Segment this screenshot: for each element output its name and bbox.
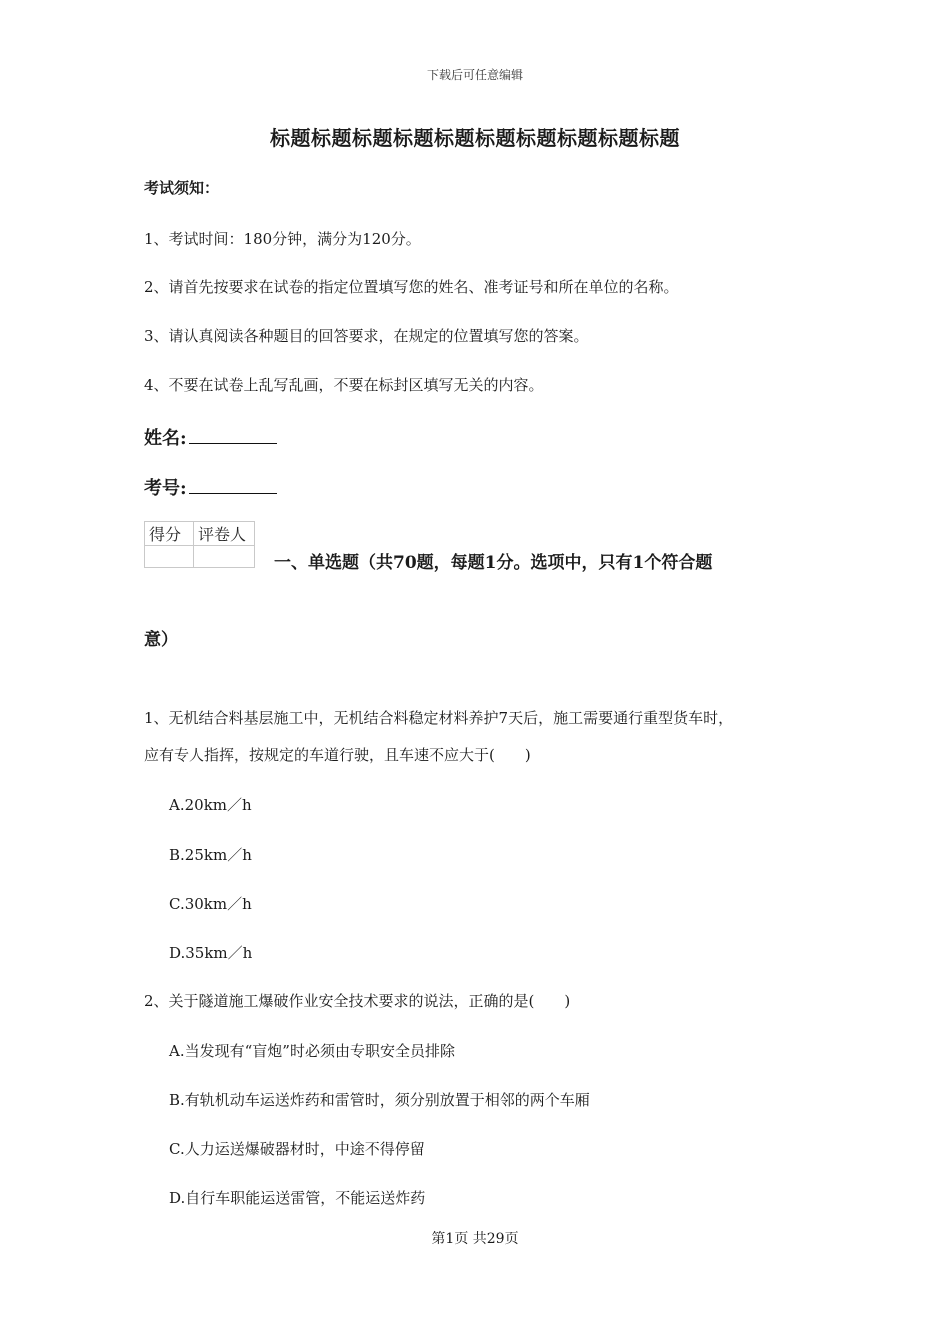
score-header: 得分 (145, 522, 194, 546)
notice-item: 2、请首先按要求在试卷的指定位置填写您的姓名、准考证号和所在单位的名称。 (144, 278, 679, 296)
question-option: D.35km／h (169, 944, 253, 962)
question-option: B.25km／h (169, 846, 252, 864)
question-text: 2、关于隧道施工爆破作业安全技术要求的说法，正确的是( ) (144, 992, 571, 1010)
question-text: 应有专人指挥，按规定的车道行驶，且车速不应大于( ) (144, 746, 531, 764)
notice-heading: 考试须知： (144, 179, 220, 197)
exam-id-field (144, 474, 277, 500)
header-note: 下载后可任意编辑 (426, 68, 523, 82)
exam-id-label: 考号: (144, 478, 187, 499)
notice-item: 4、不要在试卷上乱写乱画，不要在标封区填写无关的内容。 (144, 376, 544, 394)
name-blank[interactable] (189, 425, 277, 444)
notice-item: 1、考试时间：180分钟，满分为120分。 (144, 230, 421, 248)
question-option: B.有轨机动车运送炸药和雷管时，须分别放置于相邻的两个车厢 (169, 1091, 590, 1109)
section-heading: 一、单选题（共70题，每题1分。选项中，只有1个符合题 (274, 553, 713, 573)
name-field (144, 424, 277, 450)
notice-item: 3、请认真阅读各种题目的回答要求，在规定的位置填写您的答案。 (144, 327, 589, 345)
question-option: A.当发现有“盲炮”时必须由专职安全员排除 (169, 1042, 455, 1060)
page-footer: 第1页 共29页 (431, 1231, 519, 1247)
question-option: A.20km／h (169, 796, 252, 814)
exam-id-blank[interactable] (189, 475, 277, 494)
question-text: 1、无机结合料基层施工中，无机结合料稳定材料养护7天后，施工需要通行重型货车时， (144, 709, 734, 727)
grader-header: 评卷人 (194, 522, 255, 546)
question-option: D.自行车职能运送雷管，不能运送炸药 (169, 1189, 426, 1207)
grader-cell (194, 546, 255, 568)
score-table (144, 521, 255, 568)
score-cell (145, 546, 194, 568)
section-heading-continued: 意） (144, 630, 178, 650)
name-label: 姓名: (144, 428, 187, 449)
question-option: C.30km／h (169, 895, 252, 913)
question-option: C.人力运送爆破器材时，中途不得停留 (169, 1140, 425, 1158)
document-title: 标题标题标题标题标题标题标题标题标题标题 (270, 126, 680, 150)
